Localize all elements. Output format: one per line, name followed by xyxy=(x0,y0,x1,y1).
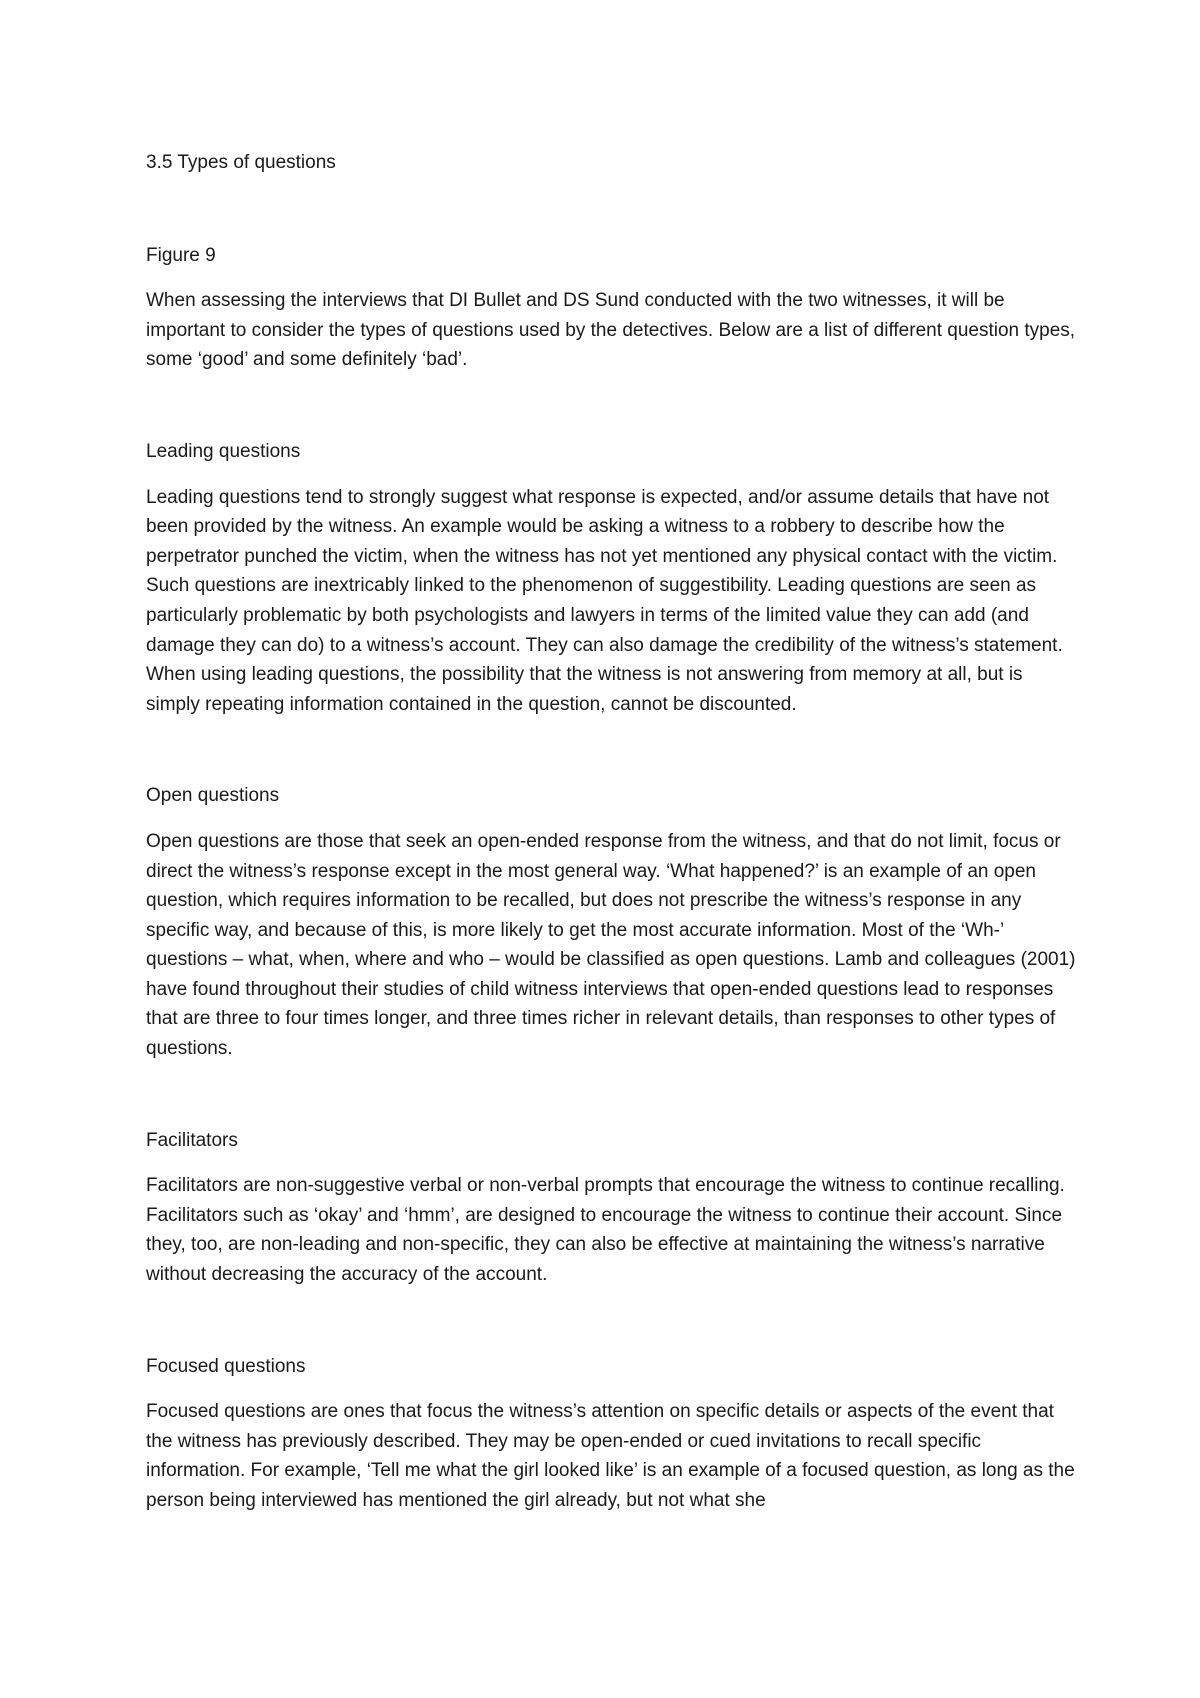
figure-label: Figure 9 xyxy=(146,244,216,266)
section-body-focused: Focused questions are ones that focus the witness’s attention on specific details or aspects of the event that the witness has previously described. They may be open-ended or cued invitations to recall specific information. For example, ‘Tell me what the girl looked like’ is an example of a focused question, as long as the person being interviewed has mentioned the girl already, but not what she xyxy=(146,1401,1075,1511)
spacer xyxy=(146,467,1076,483)
section-title-open: Open questions xyxy=(146,785,280,807)
section-body-open: Open questions are those that seek an open-ended response from the witness, and that do not limit, focus or direct the witness’s response except in the most general way. ‘What happened?’ is an example of an open question, which requires information to be recalled, but does not prescribe the witness’s response in any specific way, and because of this, is more likely to get the most accurate information. Most of the ‘Wh-’ questions – what, when, where and who – would be classified as open questions. Lamb and colleagues (2001) have found throughout their studies of child witness interviews that open-ended questions lead to responses that are three to four times longer, and three times richer in relevant details, than responses to other types of questions. xyxy=(146,830,1076,1060)
section-title-facilitators: Facilitators xyxy=(146,1129,238,1151)
section-body-facilitators: Facilitators are non-suggestive verbal or non-verbal prompts that encourage the witness to continue recalling. Facilitators such as ‘okay’ and ‘hmm’, are designed to encourage the witness to continue their account. Since they, too, are non-leading and non-specific, they can also be effective at maintaining the witness’s narrative without decreasing the accuracy of the account. xyxy=(146,1175,1065,1286)
spacer xyxy=(146,1155,1076,1171)
spacer xyxy=(146,1290,1076,1352)
spacer xyxy=(146,719,1076,781)
section-heading: 3.5 Types of questions xyxy=(146,152,336,173)
section-title-focused: Focused questions xyxy=(146,1355,306,1377)
spacer xyxy=(146,375,1076,437)
spacer xyxy=(146,811,1076,827)
spacer xyxy=(146,270,1076,286)
section-title-leading: Leading questions xyxy=(146,440,301,462)
section-body-leading: Leading questions tend to strongly suggest what response is expected, and/or assume details that have not been provided by the witness. An example would be asking a witness to a robbery to describe how the perpetrator punched the victim, when the witness has not yet mentioned any physical contact with the victim. Such questions are inextricably linked to the phenomenon of suggestibility. Leading questions are seen as particularly problematic by both psychologists and lawyers in terms of the limited value they can add (and damage they can do) to a witness’s account. They can also damage the credibility of the witness’s statement. When using leading questions, the possibility that the witness is not answering from memory at all, but is simply repeating information contained in the question, cannot be discounted. xyxy=(146,486,1063,715)
document-content xyxy=(146,148,1076,1516)
spacer xyxy=(146,178,1076,241)
spacer xyxy=(146,1381,1076,1397)
intro-paragraph: When assessing the interviews that DI Bullet and DS Sund conducted with the two witnesses, it will be important to consider the types of questions used by the detectives. Below are a list of different question types, some ‘good’ and some definitely ‘bad’. xyxy=(146,290,1076,371)
spacer xyxy=(146,1064,1076,1126)
